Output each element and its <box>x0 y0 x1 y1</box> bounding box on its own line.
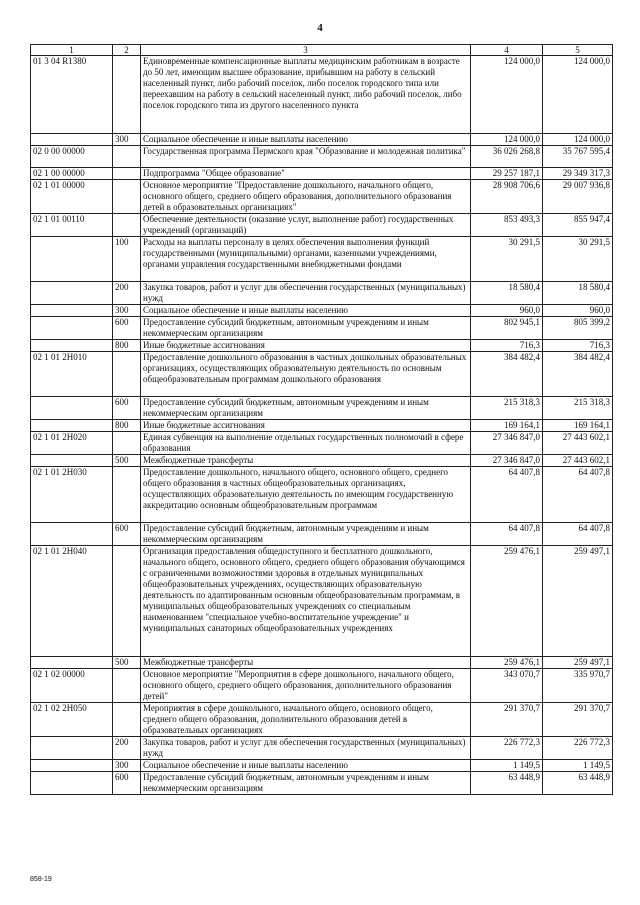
table-row <box>31 214 613 237</box>
table-row <box>31 305 613 317</box>
cell-expense-type: 600 <box>113 397 141 420</box>
cell-amount-year2: 226 772,3 <box>543 737 613 760</box>
table-row <box>31 317 613 340</box>
cell-amount-year2: 64 407,8 <box>543 467 613 523</box>
cell-name: Предоставление субсидий бюджетным, автономным учреждениям и иным некоммерческим организациям <box>141 772 471 795</box>
cell-expense-type <box>113 352 141 397</box>
cell-amount-year1: 802 945,1 <box>471 317 543 340</box>
cell-expense-type <box>113 432 141 455</box>
cell-name: Социальное обеспечение и иные выплаты населению <box>141 760 471 772</box>
cell-name: Расходы на выплаты персоналу в целях обеспечения выполнения функций государственными (муниципальными) органами, казенными учреждениями, органами управления государственными внебюджетными фондами <box>141 237 471 282</box>
cell-name: Социальное обеспечение и иные выплаты населению <box>141 134 471 146</box>
cell-amount-year2: 169 164,1 <box>543 420 613 432</box>
cell-code <box>31 397 113 420</box>
cell-code <box>31 340 113 352</box>
table-row <box>31 546 613 657</box>
cell-code: 02 1 02 2Н050 <box>31 703 113 737</box>
cell-amount-year2: 259 497,1 <box>543 546 613 657</box>
cell-name: Предоставление субсидий бюджетным, автономным учреждениям и иным некоммерческим организациям <box>141 523 471 546</box>
table-row <box>31 397 613 420</box>
cell-amount-year1: 36 026 268,8 <box>471 146 543 168</box>
cell-amount-year2: 291 370,7 <box>543 703 613 737</box>
table-row <box>31 340 613 352</box>
cell-name: Подпрограмма "Общее образование" <box>141 168 471 180</box>
table-row <box>31 432 613 455</box>
cell-code <box>31 134 113 146</box>
cell-code: 02 1 01 2Н020 <box>31 432 113 455</box>
cell-amount-year2: 27 443 602,1 <box>543 432 613 455</box>
table-body <box>31 56 613 795</box>
table-row <box>31 168 613 180</box>
cell-amount-year1: 343 070,7 <box>471 669 543 703</box>
cell-amount-year1: 63 448,9 <box>471 772 543 795</box>
document-footer-code: 858-19 <box>30 876 52 883</box>
cell-amount-year1: 27 346 847,0 <box>471 432 543 455</box>
table-row <box>31 669 613 703</box>
cell-amount-year1: 853 493,3 <box>471 214 543 237</box>
header-cell-expense-type: 2 <box>113 45 141 56</box>
table-row <box>31 772 613 795</box>
cell-name: Закупка товаров, работ и услуг для обеспечения государственных (муниципальных) нужд <box>141 282 471 305</box>
cell-expense-type <box>113 180 141 214</box>
cell-amount-year1: 259 476,1 <box>471 657 543 669</box>
cell-amount-year2: 63 448,9 <box>543 772 613 795</box>
table-row <box>31 760 613 772</box>
cell-name: Единая субвенция на выполнение отдельных государственных полномочий в сфере образования <box>141 432 471 455</box>
header-cell-year2: 5 <box>543 45 613 56</box>
cell-amount-year1: 64 407,8 <box>471 467 543 523</box>
cell-amount-year2: 716,3 <box>543 340 613 352</box>
cell-amount-year1: 291 370,7 <box>471 703 543 737</box>
cell-expense-type <box>113 168 141 180</box>
cell-name: Государственная программа Пермского края "Образование и молодежная политика" <box>141 146 471 168</box>
cell-amount-year2: 18 580,4 <box>543 282 613 305</box>
cell-code: 02 1 00 00000 <box>31 168 113 180</box>
cell-expense-type: 200 <box>113 737 141 760</box>
table-row <box>31 237 613 282</box>
cell-amount-year1: 29 257 187,1 <box>471 168 543 180</box>
cell-name: Предоставление дошкольного, начального общего, основного общего, среднего общего образования в частных общеобразовательных организациях, осуществляющих образовательную деятельность по имеющим государственную аккредитацию основным общеобразовательным программам <box>141 467 471 523</box>
cell-amount-year2: 960,0 <box>543 305 613 317</box>
cell-code <box>31 657 113 669</box>
table-row <box>31 467 613 523</box>
cell-amount-year2: 64 407,8 <box>543 523 613 546</box>
cell-expense-type: 600 <box>113 772 141 795</box>
cell-name: Организация предоставления общедоступного и бесплатного дошкольного, начального общего, основного общего, среднего общего образования обучающимся с ограниченными возможностями здоровья в отдельных муниципальных общеобразовательных учреждениях, осуществляющих образовательную деятельность по адаптированным основным общеобразовательным программам, в муниципальных общеобразовательных учреждениях со специальным наименованием "специальное учебно-воспитательное учреждение" и муниципальных санаторных общеобразовательных учреждениях <box>141 546 471 657</box>
cell-amount-year1: 124 000,0 <box>471 56 543 134</box>
cell-code: 02 1 01 2Н030 <box>31 467 113 523</box>
cell-name: Закупка товаров, работ и услуг для обеспечения государственных (муниципальных) нужд <box>141 737 471 760</box>
cell-amount-year1: 960,0 <box>471 305 543 317</box>
cell-name: Социальное обеспечение и иные выплаты населению <box>141 305 471 317</box>
cell-amount-year1: 226 772,3 <box>471 737 543 760</box>
cell-name: Основное мероприятие "Мероприятия в сфере дошкольного, начального общего, основного общего, среднего общего образования, дополнительного образования детей" <box>141 669 471 703</box>
cell-name: Единовременные компенсационные выплаты медицинским работникам в возрасте до 50 лет, имеющим высшее образование, прибывшим на работу в сельский населенный пункт, либо рабочий поселок, либо поселок городского типа или переехавшим на работу в сельский населенный пункт, либо рабочий поселок, либо поселок городского типа из другого населенного пункта <box>141 56 471 134</box>
page-number: 4 <box>317 22 323 34</box>
cell-amount-year1: 124 000,0 <box>471 134 543 146</box>
cell-code: 02 1 01 00110 <box>31 214 113 237</box>
cell-code: 01 3 04 R1380 <box>31 56 113 134</box>
cell-amount-year2: 124 000,0 <box>543 134 613 146</box>
cell-code <box>31 737 113 760</box>
cell-expense-type <box>113 56 141 134</box>
cell-amount-year2: 384 482,4 <box>543 352 613 397</box>
cell-expense-type: 200 <box>113 282 141 305</box>
cell-code <box>31 237 113 282</box>
table-row <box>31 352 613 397</box>
cell-expense-type <box>113 214 141 237</box>
cell-code: 02 0 00 00000 <box>31 146 113 168</box>
cell-expense-type: 600 <box>113 317 141 340</box>
cell-code <box>31 282 113 305</box>
cell-name: Предоставление субсидий бюджетным, автономным учреждениям и иным некоммерческим организациям <box>141 317 471 340</box>
cell-amount-year2: 124 000,0 <box>543 56 613 134</box>
cell-expense-type <box>113 146 141 168</box>
cell-name: Обеспечение деятельности (оказание услуг, выполнение работ) государственных учреждений (организаций) <box>141 214 471 237</box>
cell-code <box>31 420 113 432</box>
cell-name: Предоставление субсидий бюджетным, автономным учреждениям и иным некоммерческим организациям <box>141 397 471 420</box>
cell-amount-year2: 805 399,2 <box>543 317 613 340</box>
cell-amount-year1: 215 318,3 <box>471 397 543 420</box>
cell-code: 02 1 01 00000 <box>31 180 113 214</box>
cell-amount-year2: 30 291,5 <box>543 237 613 282</box>
cell-code: 02 1 01 2Н040 <box>31 546 113 657</box>
cell-code <box>31 772 113 795</box>
table-header-row <box>31 45 613 56</box>
header-cell-year1: 4 <box>471 45 543 56</box>
cell-expense-type: 300 <box>113 305 141 317</box>
cell-expense-type: 300 <box>113 134 141 146</box>
cell-expense-type: 600 <box>113 523 141 546</box>
cell-name: Иные бюджетные ассигнования <box>141 340 471 352</box>
cell-expense-type <box>113 546 141 657</box>
cell-code <box>31 317 113 340</box>
table-row <box>31 146 613 168</box>
cell-amount-year1: 169 164,1 <box>471 420 543 432</box>
cell-amount-year1: 1 149,5 <box>471 760 543 772</box>
cell-name: Иные бюджетные ассигнования <box>141 420 471 432</box>
cell-amount-year1: 64 407,8 <box>471 523 543 546</box>
table-row <box>31 523 613 546</box>
cell-code <box>31 455 113 467</box>
cell-expense-type <box>113 669 141 703</box>
cell-amount-year2: 855 947,4 <box>543 214 613 237</box>
cell-name: Межбюджетные трансферты <box>141 455 471 467</box>
cell-amount-year1: 27 346 847,0 <box>471 455 543 467</box>
cell-amount-year1: 28 908 706,6 <box>471 180 543 214</box>
cell-amount-year2: 259 497,1 <box>543 657 613 669</box>
table-row <box>31 657 613 669</box>
cell-amount-year1: 18 580,4 <box>471 282 543 305</box>
cell-amount-year2: 1 149,5 <box>543 760 613 772</box>
table-row <box>31 703 613 737</box>
cell-name: Межбюджетные трансферты <box>141 657 471 669</box>
cell-expense-type: 500 <box>113 657 141 669</box>
cell-expense-type <box>113 467 141 523</box>
cell-expense-type: 800 <box>113 420 141 432</box>
cell-amount-year2: 35 767 595,4 <box>543 146 613 168</box>
cell-expense-type: 500 <box>113 455 141 467</box>
table-row <box>31 282 613 305</box>
cell-expense-type <box>113 703 141 737</box>
table-row <box>31 134 613 146</box>
table-row <box>31 737 613 760</box>
cell-name: Мероприятия в сфере дошкольного, начального общего, основного общего, среднего общего образования, дополнительного образования детей в образовательных организациях <box>141 703 471 737</box>
cell-name: Предоставление дошкольного образования в частных дошкольных образовательных организациях, осуществляющих образовательную деятельность по основным общеобразовательным программам дошкольного образования <box>141 352 471 397</box>
header-cell-code: 1 <box>31 45 113 56</box>
cell-amount-year1: 716,3 <box>471 340 543 352</box>
cell-code: 02 1 02 00000 <box>31 669 113 703</box>
cell-code <box>31 305 113 317</box>
cell-expense-type: 800 <box>113 340 141 352</box>
cell-amount-year2: 27 443 602,1 <box>543 455 613 467</box>
table-row <box>31 455 613 467</box>
cell-expense-type: 300 <box>113 760 141 772</box>
table-row <box>31 420 613 432</box>
cell-amount-year2: 29 349 317,3 <box>543 168 613 180</box>
table-row <box>31 56 613 134</box>
table-row <box>31 180 613 214</box>
cell-amount-year2: 29 007 936,8 <box>543 180 613 214</box>
budget-table <box>30 44 613 795</box>
cell-amount-year1: 384 482,4 <box>471 352 543 397</box>
cell-code: 02 1 01 2Н010 <box>31 352 113 397</box>
cell-name: Основное мероприятие "Предоставление дошкольного, начального общего, основного общего, среднего общего образования, дополнительного образования детей в образовательных организациях" <box>141 180 471 214</box>
cell-expense-type: 100 <box>113 237 141 282</box>
cell-amount-year2: 335 970,7 <box>543 669 613 703</box>
header-cell-name: 3 <box>141 45 471 56</box>
cell-amount-year1: 30 291,5 <box>471 237 543 282</box>
cell-code <box>31 760 113 772</box>
cell-code <box>31 523 113 546</box>
cell-amount-year2: 215 318,3 <box>543 397 613 420</box>
cell-amount-year1: 259 476,1 <box>471 546 543 657</box>
